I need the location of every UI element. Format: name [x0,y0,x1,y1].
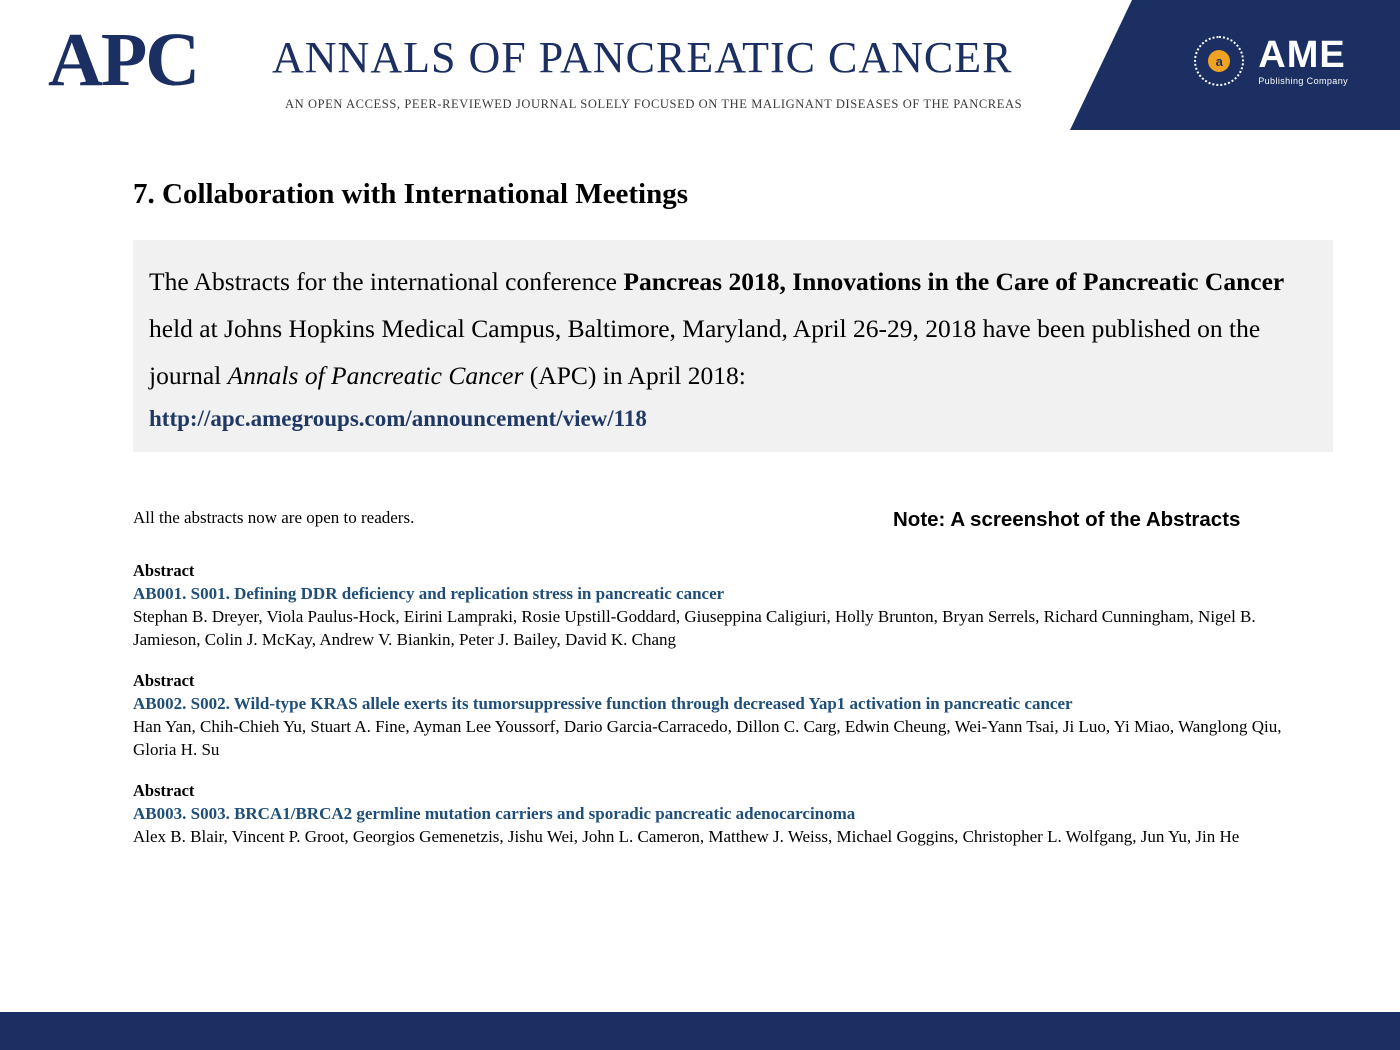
announcement-callout [133,240,1333,452]
abstract-label: Abstract [133,670,195,690]
open-access-note: All the abstracts now are open to readers. [133,508,415,527]
ame-publisher-logo [1194,36,1348,86]
abstract-list [133,560,1318,867]
journal-title: ANNALS OF PANCREATIC CANCER [272,33,1013,82]
list-item [133,560,1318,652]
conference-name: Pancreas 2018, Innovations in the Care of Pancreatic Cancer [623,267,1285,296]
callout-text-start: The Abstracts for the international conference [149,267,624,296]
journal-tagline: AN OPEN ACCESS, PEER-REVIEWED JOURNAL SOLELY FOCUSED ON THE MALIGNANT DISEASES OF THE PANCREAS [285,97,1023,111]
apc-logo: APC [48,18,199,102]
callout-text-end: (APC) in April 2018: [523,361,746,391]
journal-name-italic: Annals of Pancreatic Cancer [227,361,524,391]
abstract-title[interactable]: AB003. S003. BRCA1/BRCA2 germline mutation carriers and sporadic pancreatic adenocarcinoma [133,804,856,824]
announcement-paragraph [149,258,1317,400]
ame-wordmark [1258,36,1348,86]
abstract-authors: Han Yan, Chih-Chieh Yu, Stuart A. Fine, Ayman Lee Youssorf, Dario Garcia-Carracedo, Dillon C. Carg, Edwin Cheung, Wei-Yann Tsai, Ji Luo, Yi Miao, Wanglong Qiu, Gloria H. Su [133,717,1282,759]
list-item [133,780,1318,849]
footer-bar [0,1012,1400,1050]
abstract-label: Abstract [133,561,195,580]
abstract-title[interactable]: AB001. S001. Defining DDR deficiency and replication stress in pancreatic cancer [133,584,725,604]
list-item [133,670,1318,762]
abstract-title[interactable]: AB002. S002. Wild-type KRAS allele exerts its tumorsuppressive function through decreased Yap1 activation in pancreatic cancer [133,694,1073,714]
ame-dot-icon: a [1208,50,1230,72]
abstract-label: Abstract [133,780,195,800]
callout-text-mid: held at Johns Hopkins Medical Campus, Baltimore, Maryland, April 26-29, 2018 have been published on the journal [149,314,1261,391]
abstract-authors: Alex B. Blair, Vincent P. Groot, Georgios Gemenetzis, Jishu Wei, John L. Cameron, Matthew J. Weiss, Michael Goggins, Christopher L. Wolfgang, Jun Yu, Jin He [133,826,1240,846]
abstract-authors: Stephan B. Dreyer, Viola Paulus-Hock, Eirini Lampraki, Rosie Upstill-Goddard, Giuseppina Caligiuri, Holly Brunton, Bryan Serrels, Richard Cunningham, Nigel B. Jamieson, Colin J. McKay, Andrew V. Biankin, Peter J. Bailey, David K. Chang [133,607,1256,649]
screenshot-note: Note: A screenshot of the Abstracts [893,508,1241,531]
ame-circle-icon [1194,36,1244,86]
page-header [0,0,1400,130]
ame-publisher-sub: Publishing Company [1258,76,1348,86]
announcement-link[interactable]: http://apc.amegroups.com/announcement/view/118 [149,405,647,431]
ame-name: AME [1258,34,1346,76]
page-title: 7. Collaboration with International Meetings [133,178,689,210]
